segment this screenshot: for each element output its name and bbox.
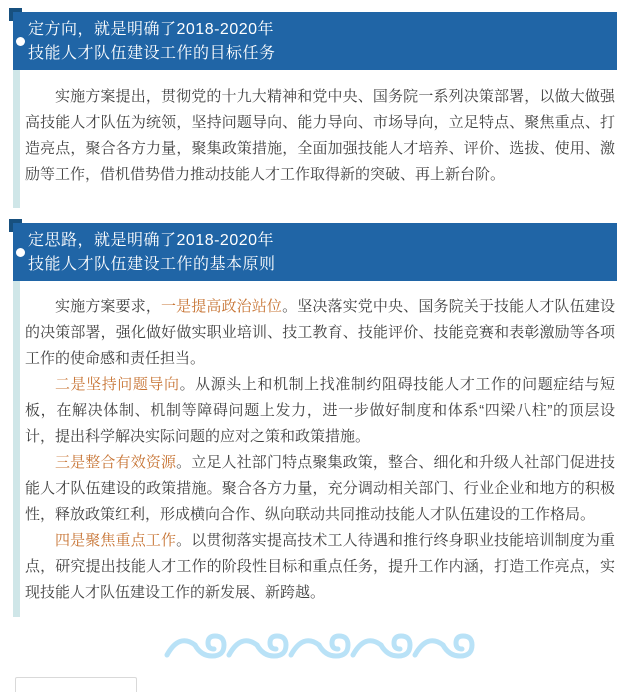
paragraph-highlight: 一是提高政治站位	[160, 298, 283, 315]
left-accent-strip	[13, 70, 20, 208]
paragraph-text: 。从源头上和机制上找准制约阻碍技能人才工作的问题症结与短板，在解决体制、机制等障碍问题上发力，进一步做好制度和体系“四梁八柱”的顶层设计，提出科学解决实际问题的应对之策和政策措施。	[25, 376, 615, 445]
paragraph-highlight: 二是坚持问题导向	[55, 376, 180, 393]
paragraph	[25, 84, 615, 188]
paragraph	[25, 450, 615, 528]
paragraph-text: 。坚决落实党中央、国务院关于技能人才队伍建设的决策部署，强化做好做实职业培训、技工教育、技能评价、技能竞赛和表彰激励等各项工作的使命感和责任担当。	[25, 298, 615, 367]
section-title-line2: 技能人才队伍建设工作的基本原则	[28, 256, 276, 273]
wave-divider-icon	[160, 624, 480, 670]
bullet-dot-icon	[16, 37, 25, 46]
section-title-line1: 定思路，就是明确了2018-2020年	[28, 232, 275, 249]
bottom-partial-card	[15, 677, 137, 692]
section-body-goals	[25, 84, 615, 188]
bullet-dot-icon	[16, 248, 25, 257]
paragraph-text: 实施方案要求，	[55, 298, 161, 315]
paragraph-text: 实施方案提出，贯彻党的十九大精神和党中央、国务院一系列决策部署，以做大做强高技能人才队伍为统领，坚持问题导向、能力导向、市场导向，立足特点、聚焦重点、打造亮点，聚合各方力量，聚集政策措施，全面加强技能人才培养、评价、选拔、使用、激励等工作，借机借势借力推动技能人才工作取得新的突破、再上新台阶。	[25, 88, 615, 183]
paragraph-text: 。立足人社部门特点聚集政策，整合、细化和升级人社部门促进技能人才队伍建设的政策措施。聚合各方力量，充分调动相关部门、行业企业和地方的积极性，释放政策红利，形成横向合作、纵向联动共同推动技能人才队伍建设的工作格局。	[25, 454, 615, 523]
section-header-principles	[13, 223, 617, 281]
section-title-line2: 技能人才队伍建设工作的目标任务	[28, 45, 276, 62]
paragraph	[25, 528, 615, 606]
section-title-line1: 定方向，就是明确了2018-2020年	[28, 21, 275, 38]
section-body-principles	[25, 294, 615, 606]
paragraph	[25, 294, 615, 372]
left-accent-strip	[13, 281, 20, 617]
section-header-goals	[13, 12, 617, 70]
paragraph-highlight: 四是聚焦重点工作	[55, 532, 177, 549]
paragraph-highlight: 三是整合有效资源	[55, 454, 177, 471]
paragraph-text: 。以贯彻落实提高技术工人待遇和推行终身职业技能培训制度为重点，研究提出技能人才工作的阶段性目标和重点任务，提升工作内涵，打造工作亮点，实现技能人才队伍建设工作的新发展、新跨越。	[25, 532, 615, 601]
paragraph	[25, 372, 615, 450]
